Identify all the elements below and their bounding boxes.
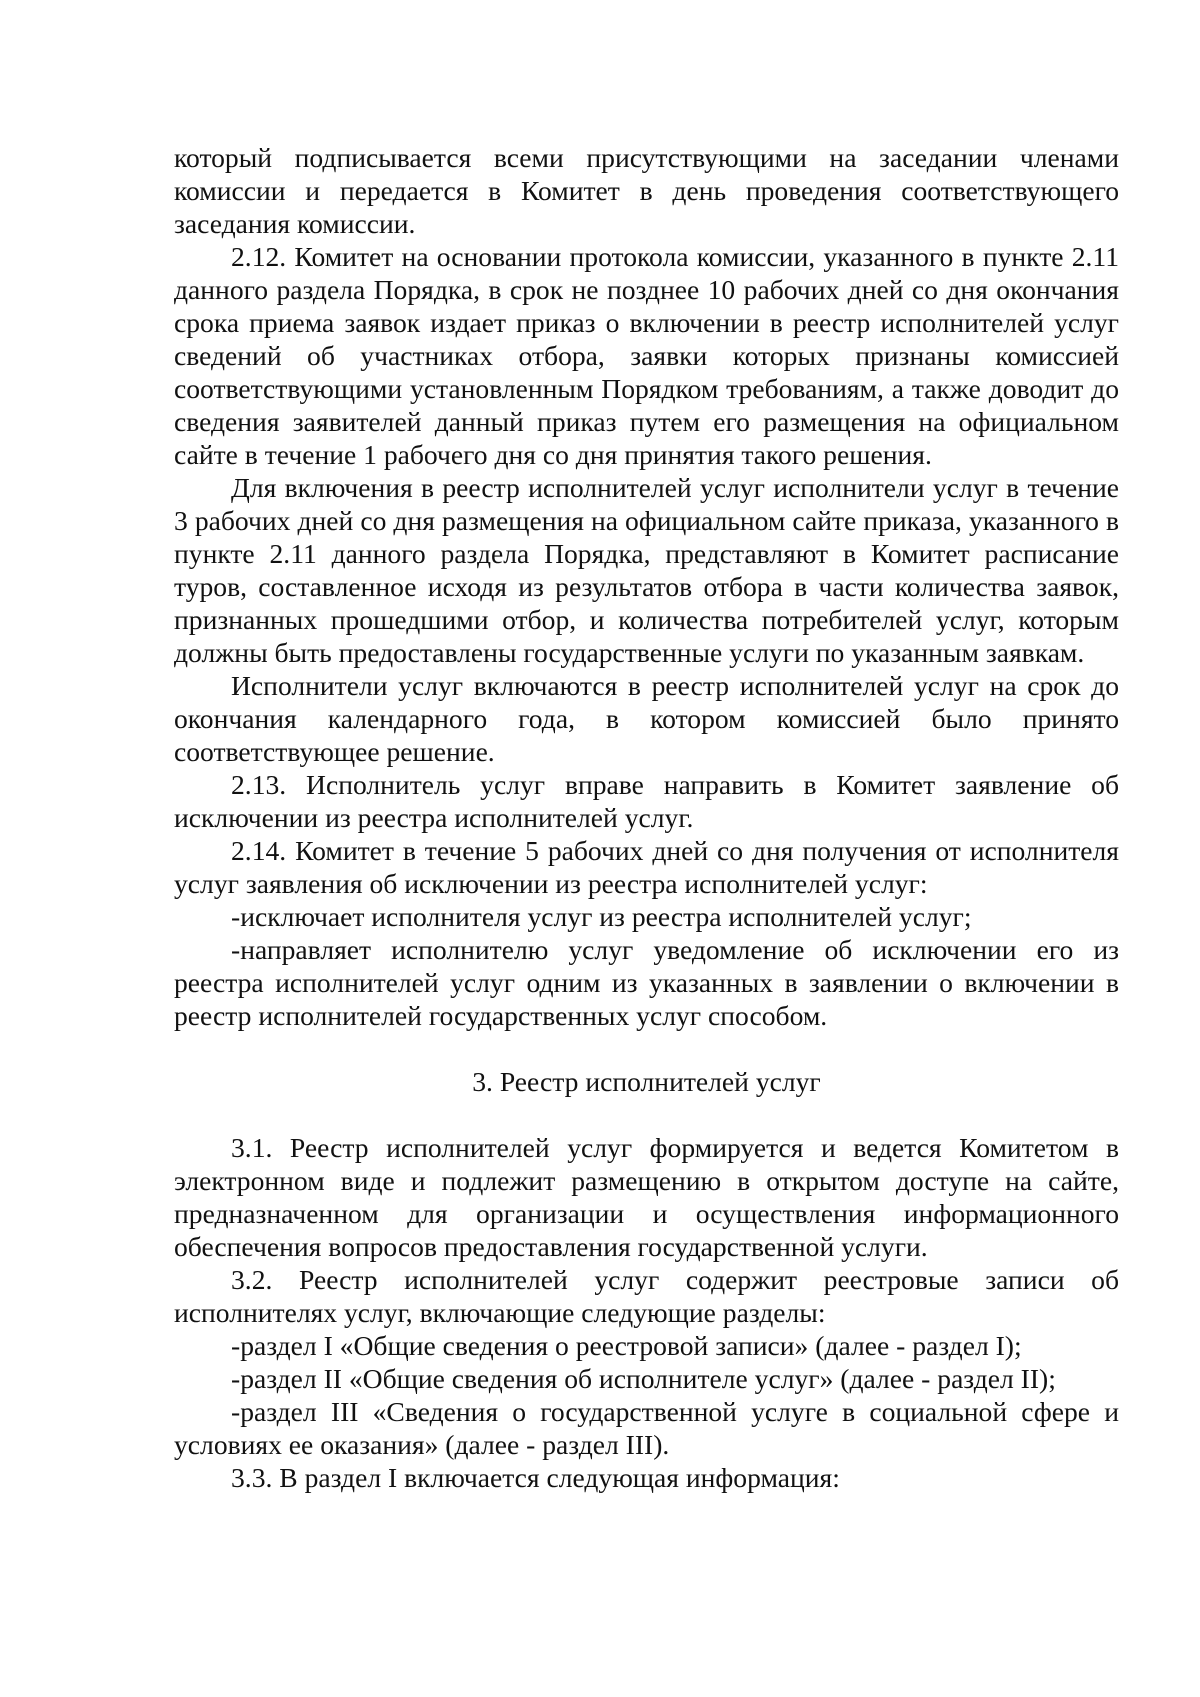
paragraph-inclusion-term: Исполнители услуг включаются в реестр исполнителей услуг на срок до окончания календарного года, в котором комиссией было принято соответствующее решение. — [174, 670, 1119, 767]
list-item-notify: -направляет исполнителю услуг уведомление об исключении его из реестра исполнителей услуг одним из указанных в заявлении о включении в реестр исполнителей государственных услуг способом. — [174, 934, 1119, 1031]
paragraph-2-12: 2.12. Комитет на основании протокола комиссии, указанного в пункте 2.11 данного раздела Порядка, в срок не позднее 10 рабочих дней со дня окончания срока приема заявок издает приказ о включении в реестр исполнителей услуг сведений об участниках отбора, заявки которых признаны комиссией соответствующими установленным Порядком требованиям, а также доводит до сведения заявителей данный приказ путем его размещения на официальном сайте в течение 1 рабочего дня со дня принятия такого решения. — [174, 241, 1119, 470]
paragraph-3-2: 3.2. Реестр исполнителей услуг содержит реестровые записи об исполнителях услуг, включающие следующие разделы: — [174, 1264, 1119, 1328]
paragraph-continuation: который подписывается всеми присутствующими на заседании членами комиссии и передается в Комитет в день проведения соответствующего заседания комиссии. — [174, 142, 1119, 239]
list-item-section-3: -раздел III «Сведения о государственной услуге в социальной сфере и условиях ее оказания» (далее - раздел III). — [174, 1396, 1119, 1460]
section-heading: 3. Реестр исполнителей услуг — [472, 1066, 821, 1097]
paragraph-2-14: 2.14. Комитет в течение 5 рабочих дней со дня получения от исполнителя услуг заявления об исключении из реестра исполнителей услуг: — [174, 835, 1119, 899]
paragraph-inclusion-schedule: Для включения в реестр исполнителей услуг исполнители услуг в течение 3 рабочих дней со дня размещения на официальном сайте приказа, указанного в пункте 2.11 данного раздела Порядка, представляют в Комитет расписание туров, составленное исходя из результатов отбора в части количества заявок, признанных прошедшими отбор, и количества потребителей услуг, которым должны быть предоставлены государственные услуги по указанным заявкам. — [174, 472, 1119, 668]
document-body — [174, 141, 1119, 1494]
section-heading-wrapper — [174, 1032, 1119, 1131]
paragraph-3-1: 3.1. Реестр исполнителей услуг формируется и ведется Комитетом в электронном виде и подлежит размещению в открытом доступе на сайте, предназначенном для организации и осуществления информационного обеспечения вопросов предоставления государственной услуги. — [174, 1132, 1119, 1262]
list-item-section-1: -раздел I «Общие сведения о реестровой записи» (далее - раздел I); — [231, 1330, 1022, 1361]
paragraph-2-13: 2.13. Исполнитель услуг вправе направить в Комитет заявление об исключении из реестра исполнителей услуг. — [174, 769, 1119, 833]
list-item-section-2: -раздел II «Общие сведения об исполнителе услуг» (далее - раздел II); — [231, 1363, 1056, 1394]
list-item-exclude: -исключает исполнителя услуг из реестра исполнителей услуг; — [231, 901, 972, 932]
paragraph-3-3: 3.3. В раздел I включается следующая информация: — [231, 1462, 840, 1493]
